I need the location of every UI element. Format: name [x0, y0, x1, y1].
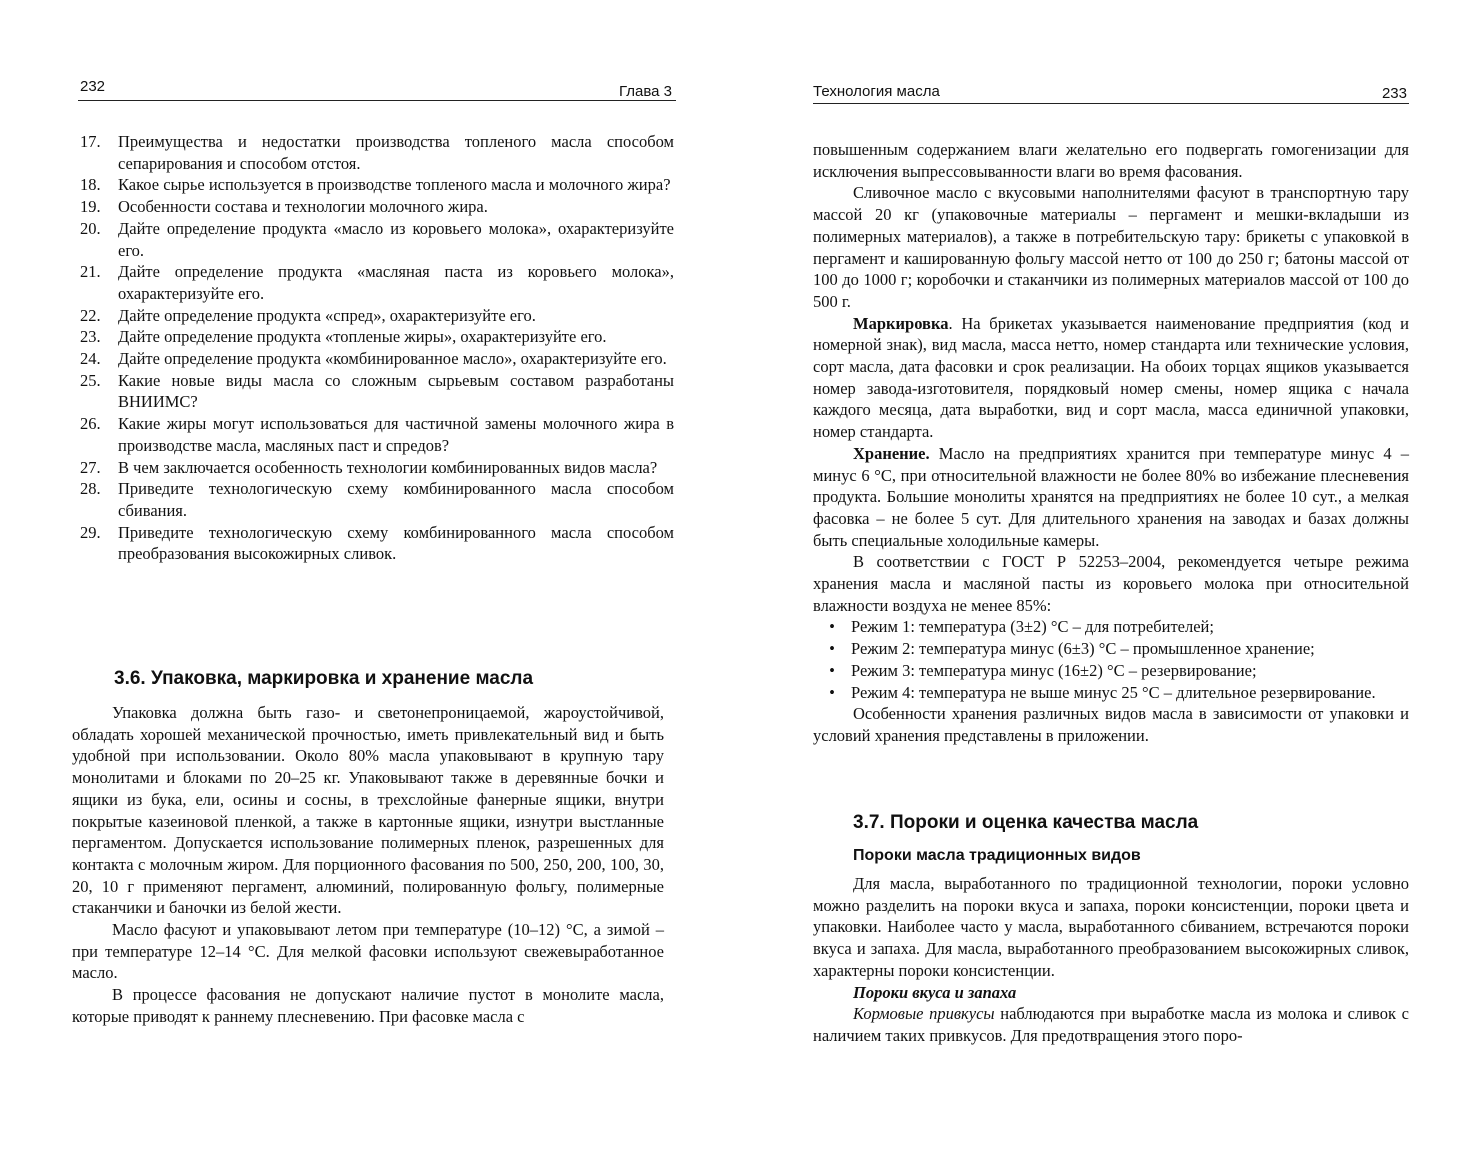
- question-number: 25.: [80, 370, 101, 390]
- storage-text: Масло на предприятиях хранится при температуре минус 4 – минус 6 °С, при относительной влажности не более 80% во избежание плесневения продукта. Большие монолиты хранятся на предприятиях не более 10 сут., а мелкая фасовка – не более 5 сут. Для длительного хранения на заводах и базах должны быть специальные холодильные камеры.: [813, 443, 1409, 550]
- question-text: Какое сырье используется в производстве топленого масла и молочного жира?: [118, 175, 671, 195]
- question-text: Преимущества и недостатки производства топленого масла способом сепарирования и способом отстоя.: [118, 132, 674, 173]
- question-text: Какие жиры могут использоваться для частичной замены молочного жира в производстве масла, масляных паст и спредов?: [118, 414, 674, 455]
- section-heading-packaging: 3.6. Упаковка, маркировка и хранение масла: [114, 668, 534, 689]
- list-item: [813, 616, 1409, 638]
- paragraph-feed-flavors: [813, 1003, 1409, 1046]
- feed-lead: Кормовые привкусы: [853, 1004, 995, 1024]
- question-text: Особенности состава и технологии молочного жира.: [118, 197, 488, 217]
- question-text: В чем заключается особенность технологии комбинированных видов масла?: [118, 457, 658, 477]
- running-title: Технология масла: [813, 83, 940, 100]
- storage-body: [813, 139, 1409, 747]
- paragraph-temperature: Масло фасуют и упаковывают летом при температуре (10–12) °С, а зимой – при температуре 12–14 °С. Для мелкой фасовки используют свежевыработанное масло.: [72, 920, 664, 983]
- question-number: 18.: [80, 175, 101, 195]
- list-item: [80, 478, 674, 521]
- list-item: [80, 261, 674, 304]
- mode-text: Режим 4: температура не выше минус 25 °С – длительное резервирование.: [851, 682, 1376, 702]
- paragraph-defects: Для масла, выработанного по традиционной технологии, пороки условно можно разделить на пороки вкуса и запаха, пороки консистенции, пороки цвета и упаковки. Наиболее часто у масла, выработанного сбиванием, встречаются пороки вкуса и запаха. Для масла, выработанного преобразованием высокожирных сливок, характерны пороки консистенции.: [813, 874, 1409, 980]
- list-item: [80, 305, 674, 327]
- review-questions-list: [80, 131, 674, 565]
- list-item: [813, 660, 1409, 682]
- defects-body: [813, 873, 1409, 1047]
- question-text: Какие новые виды масла со сложным сырьевым составом разработаны ВНИИМС?: [118, 370, 674, 412]
- paragraph-storage: [813, 443, 1409, 552]
- paragraph-voids: В процессе фасования не допускают наличие пустот в монолите масла, которые приводят к раннему плесневению. При фасовке масла с: [72, 985, 664, 1026]
- list-item: [80, 413, 674, 456]
- question-number: 23.: [80, 327, 101, 347]
- subheading-traditional-defects: Пороки масла традиционных видов: [853, 847, 1141, 864]
- mode-text: Режим 3: температура минус (16±2) °С – резервирование;: [851, 660, 1257, 680]
- storage-lead: Хранение.: [853, 443, 930, 463]
- question-text: Приведите технологическую схему комбинированного масла способом преобразования высокожирных сливок.: [118, 522, 674, 564]
- question-text: Дайте определение продукта «масло из коровьего молока», охарактеризуйте его.: [118, 218, 674, 260]
- right-page-header: [813, 83, 1409, 104]
- bullet-icon: •: [829, 617, 835, 637]
- right-page-number: 233: [1381, 85, 1407, 102]
- paragraph-packaging: Упаковка должна быть газо- и светонепроницаемой, жароустойчивой, обладать хорошей механической прочностью, иметь привлекательный вид и быть удобной при использовании. Около 80% масла упаковывают в крупную тару монолитами и блоками по 20–25 кг. Упаковывают также в деревянные бочки и ящики из бука, ели, осины и сосны, в трехслойные фанерные ящики, внутри покрытые казеиновой пленкой, а также в картонные ящики, изнутри выстланные пергаментом. Допускается использование полимерных пленок, разрешенных для контакта с молочным жиром. Для порционного фасования по 500, 250, 200, 100, 30, 20, 10 г применяют пергамент, алюминий, полированную фольгу, полимерные стаканчики и баночки из белой жести.: [72, 703, 664, 918]
- chapter-title: Глава 3: [618, 83, 672, 100]
- question-number: 22.: [80, 305, 101, 325]
- italic-heading-taste-smell: Пороки вкуса и запаха: [853, 982, 1017, 1002]
- question-number: 29.: [80, 522, 101, 542]
- paragraph-flavored-butter: Сливочное масло с вкусовыми наполнителями фасуют в транспортную тару массой 20 кг (упаковочные материалы – пергамент и мешки-вкладыши из полимерных материалов), а также в потребительскую тару: брикеты с упаковкой в пергамент и кашированную фольгу массой нетто от 100 до 250 г; батоны массой от 100 до 1000 г; коробочки и стаканчики из полимерных материалов массой от 100 до 500 г.: [813, 183, 1409, 311]
- question-number: 27.: [80, 457, 101, 477]
- paragraph-storage-note: Особенности хранения различных видов масла в зависимости от упаковки и условий хранения представлены в приложении.: [813, 704, 1409, 745]
- question-text: Дайте определение продукта «масляная паста из коровьего молока», охарактеризуйте его.: [118, 262, 674, 303]
- list-item: [80, 370, 674, 413]
- question-text: Дайте определение продукта «спред», охарактеризуйте его.: [118, 305, 536, 325]
- paragraph-gost: В соответствии с ГОСТ Р 52253–2004, рекомендуется четыре режима хранения масла и масляной пасты из коровьего молока при относительной влажности воздуха не менее 85%:: [813, 552, 1409, 615]
- left-page-number: 232: [80, 78, 106, 95]
- list-item: [80, 522, 674, 565]
- list-item: [813, 682, 1409, 704]
- section-heading-defects: 3.7. Пороки и оценка качества масла: [853, 812, 1199, 833]
- mode-text: Режим 2: температура минус (6±3) °С – промышленное хранение;: [851, 639, 1315, 659]
- marking-lead: Маркировка: [853, 313, 949, 333]
- question-number: 20.: [80, 218, 101, 238]
- question-number: 24.: [80, 349, 101, 369]
- question-number: 21.: [80, 262, 101, 282]
- mode-text: Режим 1: температура (3±2) °С – для потребителей;: [851, 617, 1214, 637]
- feed-text: наблюдаются при выработке масла из молока и сливок с наличием таких привкусов. Для предотвращения этого поро-: [813, 1004, 1409, 1045]
- question-text: Дайте определение продукта «комбинированное масло», охарактеризуйте его.: [118, 349, 667, 369]
- storage-modes-list: [813, 616, 1409, 703]
- question-number: 17.: [80, 132, 101, 151]
- question-text: Приведите технологическую схему комбинированного масла способом сбивания.: [118, 479, 674, 520]
- question-number: 26.: [80, 414, 101, 434]
- list-item: [80, 457, 674, 479]
- list-item: [80, 218, 674, 261]
- question-number: 19.: [80, 197, 101, 217]
- packaging-body: [72, 702, 664, 1028]
- bullet-icon: •: [829, 639, 835, 659]
- question-text: Дайте определение продукта «топленые жиры», охарактеризуйте его.: [118, 327, 607, 347]
- paragraph-marking: [813, 313, 1409, 443]
- question-number: 28.: [80, 479, 101, 499]
- left-page-header: [78, 76, 676, 101]
- list-item: [80, 131, 674, 174]
- list-item: [813, 638, 1409, 660]
- list-item: [80, 348, 674, 370]
- marking-text: . На брикетах указывается наименование предприятия (код и номерной знак), вид масла, масса нетто, номер стандарта или технические условия, сорт масла, дата фасовки и срок реализации. На обоих торцах ящиков указывается номер завода-изготовителя, порядковый номер смены, номер ящика с начала каждого месяца, дата выработки, вид и сорт масла, масса единичной упаковки, номер стандарта.: [813, 313, 1409, 442]
- paragraph-continuation: повышенным содержанием влаги желательно его подвергать гомогенизации для исключения выпрессовыванности влаги во время фасования.: [813, 140, 1409, 181]
- list-item: [80, 196, 674, 218]
- bullet-icon: •: [829, 660, 835, 680]
- list-item: [80, 326, 674, 348]
- bullet-icon: •: [829, 682, 835, 702]
- list-item: [80, 174, 674, 196]
